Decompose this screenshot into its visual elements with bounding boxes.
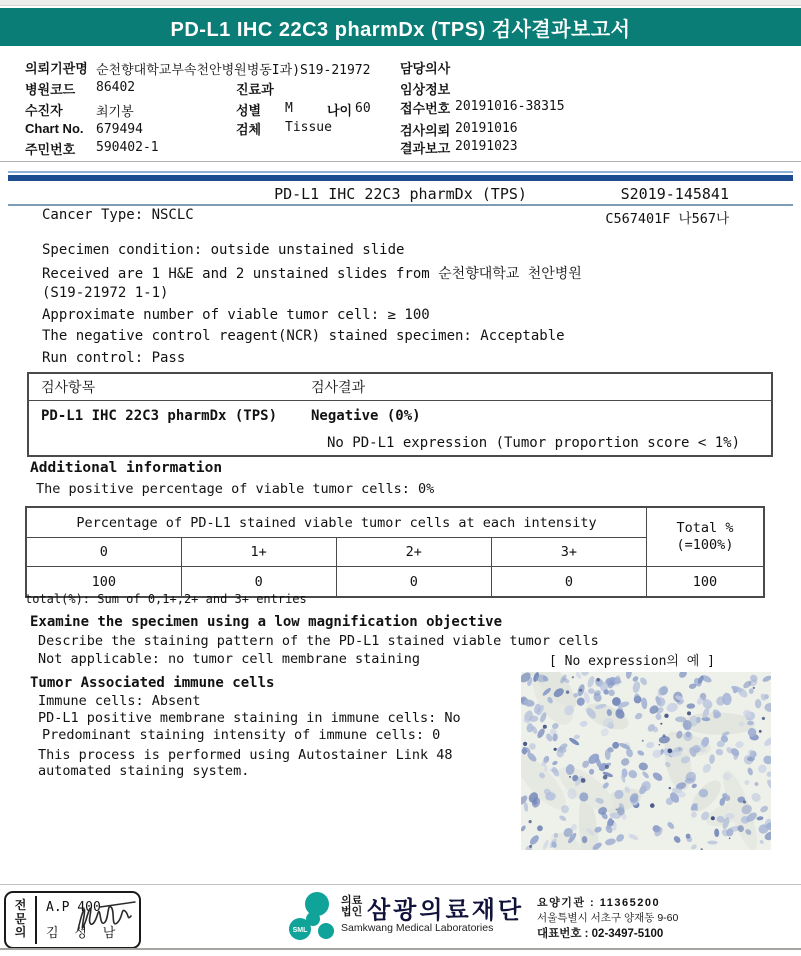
report-line: (S19-21972 1-1) <box>42 285 169 301</box>
age-label: 나이 <box>327 103 353 118</box>
intensity-val-0: 100 <box>26 567 181 598</box>
chart-no-label: Chart No. <box>25 121 84 136</box>
sml-logo <box>286 891 338 949</box>
intensity-col-2p: 2+ <box>336 538 491 567</box>
doctor-label: 담당의사 <box>400 61 451 76</box>
sex-label: 성별 <box>236 103 262 118</box>
examinee-label: 수진자 <box>25 103 63 118</box>
result-note: No PD-L1 expression (Tumor proportion score < 1%) <box>327 434 741 451</box>
age-value: 60 <box>355 101 371 116</box>
immune-line: PD-L1 positive membrane staining in immune cells: No <box>38 710 461 726</box>
process-line: This process is performed using Autostainer Link 48 <box>38 747 453 763</box>
pathologist-stamp-box <box>4 891 141 949</box>
org-type-label: 의료 법인 <box>341 895 363 918</box>
intensity-col-3p: 3+ <box>491 538 646 567</box>
report-section-title: PD-L1 IHC 22C3 pharmDx (TPS) <box>274 185 527 203</box>
histology-image <box>521 672 771 850</box>
pathologist-name: 김 성 남 <box>46 926 120 941</box>
divider-gray <box>0 161 801 162</box>
intensity-val-1p: 0 <box>181 567 336 598</box>
total-label: Total % <box>676 520 734 536</box>
examine-line: Describe the staining pattern of the PD-L1 stained viable tumor cells <box>38 633 599 649</box>
stamp-divider <box>35 896 37 944</box>
report-banner-title: PD-L1 IHC 22C3 pharmDx (TPS) 검사결과보고서 <box>170 18 631 41</box>
report-banner <box>0 8 801 46</box>
examine-line: Not applicable: no tumor cell membrane staining <box>38 651 421 667</box>
report-line: Approximate number of viable tumor cell: ≥ 100 <box>42 307 430 323</box>
immune-line: Immune cells: Absent <box>38 693 201 709</box>
divider-blue-thin <box>8 171 793 173</box>
report-date-label: 결과보고 <box>400 141 451 156</box>
report-date-value: 20191023 <box>455 139 518 154</box>
additional-info-heading: Additional information <box>30 460 223 476</box>
footer-address: 서울특별시 서초구 양재동 9-60 <box>537 912 679 924</box>
block-code: C567401F 나567나 <box>605 211 729 227</box>
org-value: 순천향대학교부속천안병원병동I과)S19-21972 <box>96 63 371 78</box>
cancer-type: Cancer Type: NSCLC <box>42 207 194 223</box>
hospital-code-label: 병원코드 <box>25 82 76 97</box>
sml-logo-text: SML <box>292 927 308 934</box>
total-sub-label: (=100%) <box>676 537 734 553</box>
chart-no-value: 679494 <box>96 122 143 137</box>
footer-divider <box>0 884 801 885</box>
intensity-val-2p: 0 <box>336 567 491 598</box>
result-table <box>27 372 773 457</box>
intensity-col-0: 0 <box>26 538 181 567</box>
divider-navy-thick <box>8 175 793 181</box>
hospital-code-value: 86402 <box>96 80 136 95</box>
examinee-value: 최기봉 <box>96 105 134 120</box>
page-bottom-edge <box>0 948 801 950</box>
additional-info-line: The positive percentage of viable tumor cells: 0% <box>36 481 435 497</box>
specimen-type-label: 검체 <box>236 122 262 137</box>
result-table-result-header: 검사결과 <box>299 373 772 401</box>
clinical-info-label: 임상정보 <box>400 82 451 97</box>
report-line: Run control: Pass <box>42 350 186 366</box>
result-table-item-header: 검사항목 <box>28 373 299 401</box>
intensity-table <box>25 506 765 598</box>
report-line: Specimen condition: outside unstained slide <box>42 242 405 258</box>
intensity-footnote: total(%): Sum of 0,1+,2+ and 3+ entries <box>25 592 307 606</box>
intensity-header: Percentage of PD-L1 stained viable tumor cells at each intensity <box>26 507 647 538</box>
divider-blue <box>8 204 793 206</box>
intensity-total-header <box>647 507 765 567</box>
result-table-header-row <box>28 373 772 401</box>
signature <box>70 894 138 942</box>
intensity-val-3p: 0 <box>491 567 646 598</box>
footer-phone: 대표번호 : 02-3497-5100 <box>537 928 664 940</box>
org-name-english: Samkwang Medical Laboratories <box>341 922 494 934</box>
histology-caption: [ No expression의 예 ] <box>549 654 715 669</box>
stamp-vertical-label: 전문의 <box>14 898 27 939</box>
request-date-value: 20191016 <box>455 121 518 136</box>
department-label: 진료과 <box>236 82 274 97</box>
examine-heading: Examine the specimen using a low magnification objective <box>30 614 503 630</box>
result-table-note-row <box>28 430 772 456</box>
report-line: Received are 1 H&E and 2 unstained slides from 순천향대학교 천안병원 <box>42 266 582 282</box>
immune-line: Predominant staining intensity of immune cells: 0 <box>42 727 441 743</box>
footer-institution-no: 요양기관 : 11365200 <box>537 897 661 909</box>
specimen-type-value: Tissue <box>285 120 332 135</box>
intensity-col-1p: 1+ <box>181 538 336 567</box>
resident-no-value: 590402-1 <box>96 140 159 155</box>
resident-no-label: 주민번호 <box>25 142 76 157</box>
process-line: automated staining system. <box>38 763 250 779</box>
intensity-header-row <box>26 507 764 538</box>
result-value: Negative (0%) <box>311 407 421 424</box>
report-line: The negative control reagent(NCR) stained specimen: Acceptable <box>42 328 565 344</box>
specimen-number: S2019-145841 <box>620 185 729 203</box>
receipt-no-label: 접수번호 <box>400 101 451 116</box>
org-name: 삼광의료재단 <box>367 897 525 924</box>
sex-value: M <box>285 101 293 116</box>
page-top-edge <box>0 0 801 6</box>
immune-heading: Tumor Associated immune cells <box>30 675 275 691</box>
stamp-code: A.P 400 <box>46 900 101 915</box>
intensity-total-value: 100 <box>647 567 765 598</box>
result-table-row <box>28 401 772 431</box>
receipt-no-value: 20191016-38315 <box>455 99 565 114</box>
org-label: 의뢰기관명 <box>25 61 88 76</box>
request-date-label: 검사의뢰 <box>400 123 451 138</box>
result-item: PD-L1 IHC 22C3 pharmDx (TPS) <box>41 407 278 424</box>
